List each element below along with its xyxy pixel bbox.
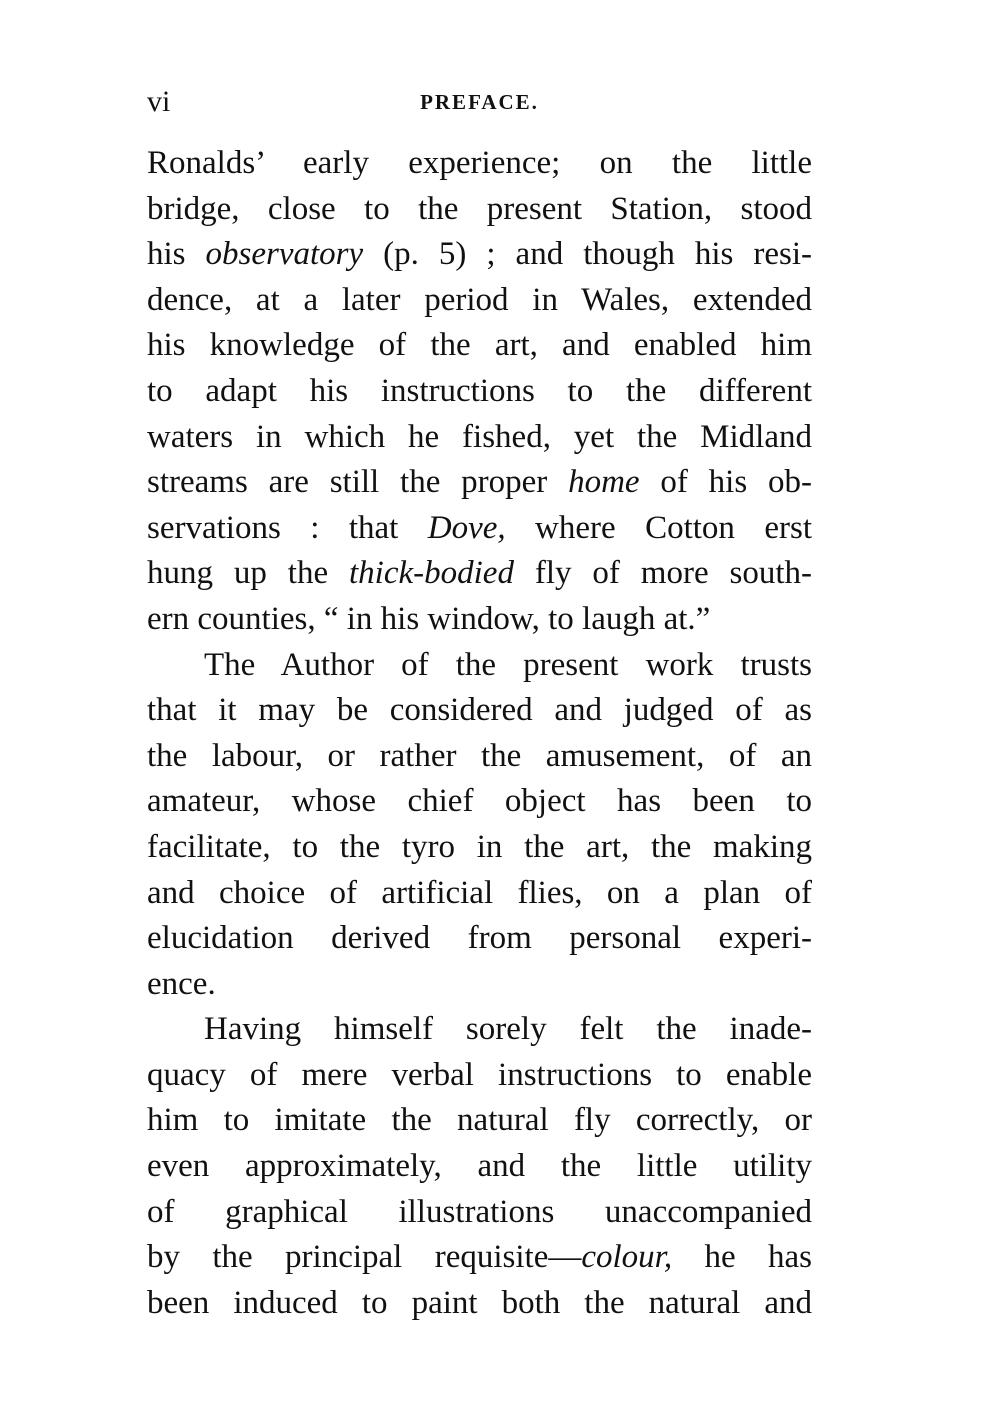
text-line: waters in which he fished, yet the Midland: [147, 418, 812, 455]
text-line: [147, 506, 812, 552]
running-title: PREFACE.: [420, 90, 539, 114]
text-line: quacy of mere verbal instructions to enable: [147, 1056, 812, 1093]
italic-text: thick-bodied: [349, 555, 514, 592]
text-line: that it may be considered and judged of as: [147, 692, 812, 729]
page-number: vi: [147, 85, 171, 118]
text-line: his knowledge of the art, and enabled him: [147, 327, 812, 364]
paragraph-start-line: The Author of the present work trusts: [204, 646, 812, 683]
text-line: of graphical illustrations unaccompanied: [147, 1193, 812, 1230]
text-line: even approximately, and the little utility: [147, 1148, 812, 1185]
text-line: [147, 551, 812, 597]
text-run: hung up the: [147, 555, 350, 592]
italic-text: home: [568, 464, 640, 501]
paragraph-start-line: Having himself sorely felt the inade-: [204, 1011, 812, 1048]
text-line: ern counties, “ in his window, to laugh at.”: [147, 600, 711, 637]
text-run: his: [147, 236, 206, 273]
text-run: where Cotton erst: [505, 509, 812, 546]
text-line: dence, at a later period in Wales, extended: [147, 281, 812, 318]
text-line: facilitate, to the tyro in the art, the making: [147, 828, 812, 865]
italic-text: colour,: [581, 1239, 673, 1276]
running-head: [147, 82, 812, 122]
text-run: (p. 5) ; and though his resi-: [363, 236, 813, 273]
text-line: him to imitate the natural fly correctly, or: [147, 1102, 812, 1139]
text-line: [147, 1235, 812, 1281]
text-line: the labour, or rather the amusement, of an: [147, 737, 812, 774]
text-run: by the principal requisite—: [147, 1239, 582, 1276]
text-line: elucidation derived from personal experi-: [147, 920, 812, 957]
text-line: to adapt his instructions to the different: [147, 372, 812, 409]
text-line: [147, 232, 812, 278]
body-text: [147, 141, 812, 1326]
italic-text: Dove,: [427, 509, 506, 546]
text-line: amateur, whose chief object has been to: [147, 783, 812, 820]
text-line: Ronalds’ early experience; on the little: [147, 145, 812, 181]
text-run: of his ob-: [639, 464, 812, 501]
text-line: bridge, close to the present Station, stood: [147, 190, 812, 227]
text-line: and choice of artificial flies, on a plan of: [147, 874, 812, 911]
text-run: he has: [672, 1239, 812, 1276]
text-line: [147, 460, 812, 506]
text-line: been induced to paint both the natural and: [147, 1284, 812, 1321]
text-run: servations : that: [147, 509, 428, 546]
text-line: ence.: [147, 965, 216, 1002]
text-run: fly of more south-: [513, 555, 812, 592]
italic-text: observatory: [205, 236, 364, 273]
text-run: streams are still the proper: [147, 464, 569, 501]
